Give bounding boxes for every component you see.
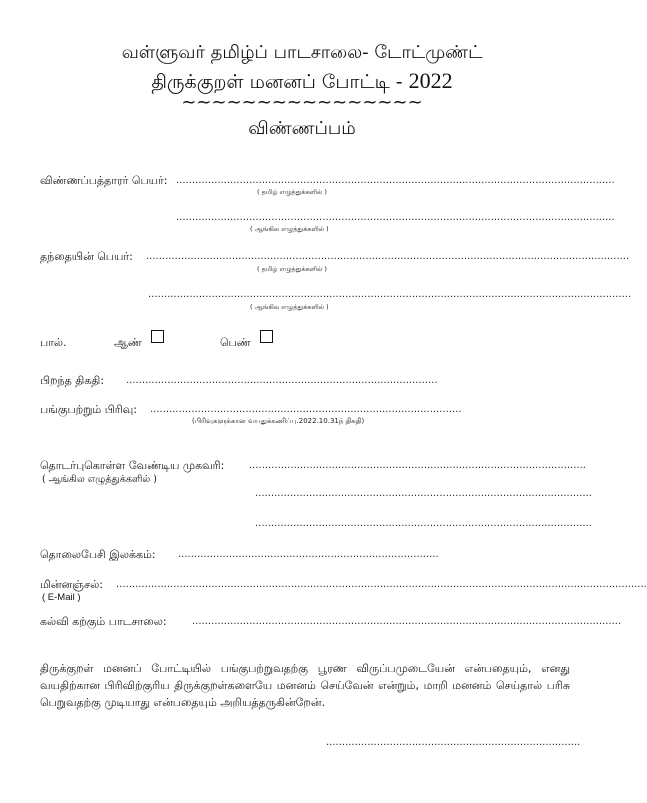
father-name-tamil-hint: ( தமிழ் எழுத்துக்களில் ) (257, 265, 327, 273)
competition-year: 2022 (408, 68, 453, 93)
signature-line[interactable]: ................................................................................ (326, 737, 581, 748)
phone-line[interactable]: .................................................................................. (178, 549, 439, 560)
school-line[interactable]: ....................................................................................................................................... (192, 616, 622, 627)
category-label: பங்குபற்றும் பிரிவு: (40, 403, 137, 416)
dob-label: பிறந்த திகதி: (40, 374, 105, 387)
father-name-english-line[interactable]: ........................................................................................................................................................ (148, 289, 632, 300)
form-title: விண்ணப்பம் (248, 118, 356, 139)
address-hint: ( ஆங்கில எழுத்துக்களில் ) (42, 474, 158, 485)
applicant-name-english-hint: ( ஆங்கில எழுத்துக்களில் ) (250, 225, 329, 233)
applicant-name-label: விண்ணப்பத்தாரர் பெயர்: (40, 174, 168, 187)
male-label: ஆண் (114, 336, 142, 349)
phone-label: தொலைபேசி இலக்கம்: (40, 548, 156, 561)
female-checkbox[interactable] (260, 330, 273, 343)
declaration-text: திருக்குறள் மனனப் போட்டியில் பங்குபற்றுவதற்கு பூரண விருப்பமுடையேன் என்பதையும், எனது வயதிற்கான பிரிவிற்குரிய திருக்குறள்களையே மனனம் செய்வேன் என்றும், மாறி மனனம் செய்தால் பரிசு பெறுவதற்கு முடியாது என்பதையும் அறியத்தருகின்றேன். (40, 662, 570, 709)
category-line[interactable]: .................................................................................................. (150, 404, 462, 415)
competition-title-text: திருக்குறள் மனனப் போட்டி - (151, 71, 409, 93)
father-name-tamil-line[interactable]: ........................................................................................................................................................ (146, 251, 630, 262)
school-title: வள்ளுவர் தமிழ்ப் பாடசாலை- டோட்முண்ட் (121, 42, 483, 63)
female-label: பெண் (220, 336, 251, 349)
father-name-label: தந்தையின் பெயர்: (40, 250, 133, 263)
category-hint: (பிரிவுகளுக்கான வயதுக்கணிப்பு.2022.10.31ந் திகதி) (192, 417, 365, 425)
father-name-english-hint: ( ஆங்கில எழுத்துக்களில் ) (250, 303, 329, 311)
email-label: மின்னஞ்சல்: (40, 578, 103, 591)
school-label: கல்வி கற்கும் பாடசாலை: (40, 615, 167, 628)
email-hint: ( E-Mail ) (42, 592, 81, 603)
address-line-3[interactable]: .......................................................................................................... (255, 518, 592, 529)
applicant-name-tamil-line[interactable]: .......................................................................................................................................... (176, 175, 615, 186)
tilde-divider: ~~~~~~~~~~~~~~~~ (181, 92, 423, 113)
address-label: தொடர்புகொள்ள வேண்டிய முகவரி: (40, 459, 225, 472)
applicant-name-tamil-hint: ( தமிழ் எழுத்துக்களில் ) (257, 188, 327, 196)
email-line[interactable]: ....................................................................................................................................................................... (116, 579, 647, 590)
applicant-name-english-line[interactable]: .......................................................................................................................................... (176, 212, 615, 223)
address-line-2[interactable]: .......................................................................................................... (255, 488, 592, 499)
address-line-1[interactable]: .......................................................................................................... (249, 460, 586, 471)
dob-line[interactable]: .................................................................................................. (126, 375, 438, 386)
male-checkbox[interactable] (151, 330, 164, 343)
gender-label: பால். (40, 336, 67, 349)
